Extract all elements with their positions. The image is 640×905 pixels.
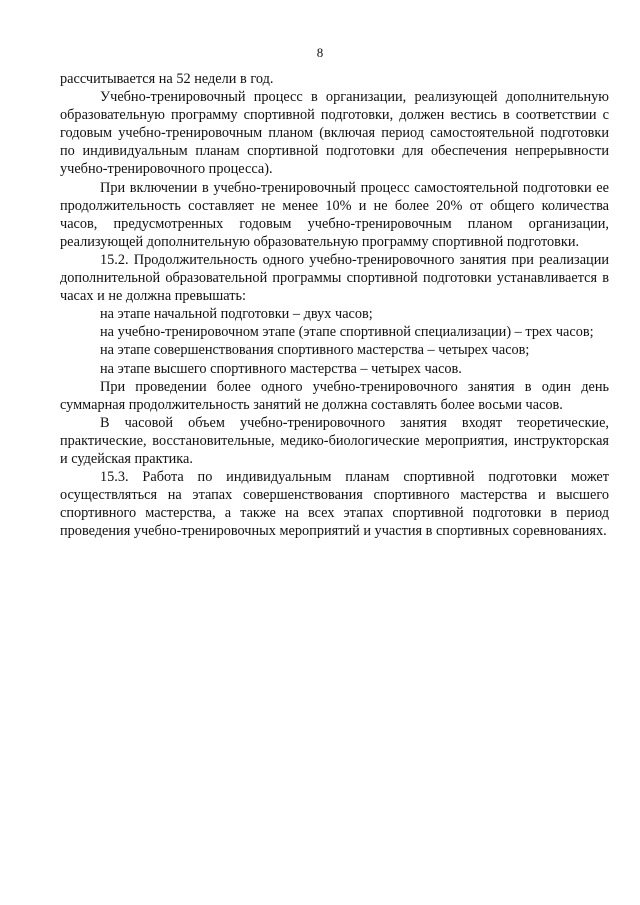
list-item-training-stage: на учебно-тренировочном этапе (этапе спортивной специализации) – трех часов; bbox=[100, 324, 594, 341]
paragraph-training-plan: Учебно-тренировочный процесс в организации, реализующей дополнительную образовательную программу спортивной подготовки, должен вестись в соответствии с годовым учебно-тренировочным планом (включая период самостоятельной подготовки по индивидуальным планам спортивной подготовки для обеспечения непрерывности учебно-тренировочного процесса). bbox=[60, 89, 609, 178]
list-item-initial-stage: на этапе начальной подготовки – двух часов; bbox=[100, 306, 373, 323]
paragraph-multiple-sessions: При проведении более одного учебно-тренировочного занятия в один день суммарная продолжительность занятий не должна составлять более восьми часов. bbox=[60, 378, 609, 413]
list-item-improvement-stage: на этапе совершенствования спортивного мастерства – четырех часов; bbox=[100, 342, 530, 359]
paragraph-session-content: В часовой объем учебно-тренировочного занятия входят теоретические, практические, восстановительные, медико-биологические мероприятия, инструкторская и судейская практика. bbox=[60, 414, 609, 467]
document-body bbox=[60, 70, 609, 540]
list-item-highest-mastery-stage: на этапе высшего спортивного мастерства – четырех часов. bbox=[100, 360, 462, 377]
paragraph-continuation: рассчитывается на 52 недели в год. bbox=[60, 71, 274, 87]
paragraph-section-15-2: 15.2. Продолжительность одного учебно-тренировочного занятия при реализации дополнительной образовательной программы спортивной подготовки устанавливается в часах и не должна превышать: bbox=[60, 251, 609, 305]
paragraph-self-training: При включении в учебно-тренировочный процесс самостоятельной подготовки ее продолжительность составляет не менее 10% и не более 20% от общего количества часов, предусмотренных годовым учебно-тренировочным планом организации, реализующей дополнительную образовательную программу спортивной подготовки. bbox=[60, 179, 609, 250]
paragraph-section-15-3: 15.3. Работа по индивидуальным планам спортивной подготовки может осуществляться на этапах совершенствования спортивного мастерства и высшего спортивного мастерства, а также на всех этапах спортивной подготовки в период проведения учебно-тренировочных мероприятий и участия в спортивных соревнованиях. bbox=[60, 469, 609, 540]
page-number: 8 bbox=[316, 45, 324, 60]
